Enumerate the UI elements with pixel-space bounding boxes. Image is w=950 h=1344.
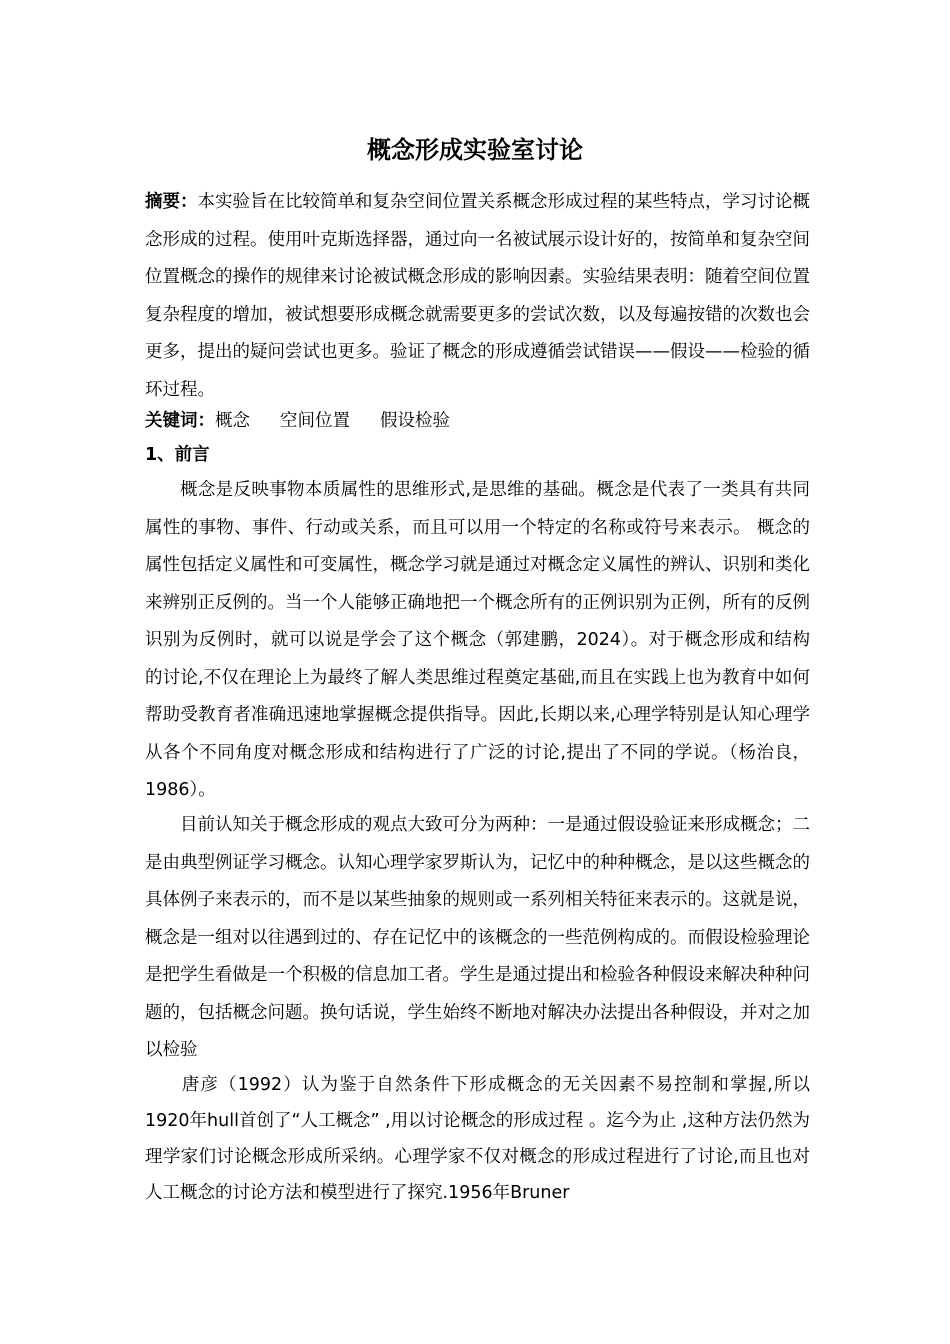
- paragraph: 目前认知关于概念形成的观点大致可分为两种：一是通过假设验证来形成概念；二是由典型例证学习概念。认知心理学家罗斯认为，记忆中的种种概念，是以这些概念的具体例子来表示的，而不是以某些抽象的规则或一系列相关特征来表示的。这就是说，概念是一组对以往遇到过的、存在记忆中的该概念的一些范例构成的。而假设检验理论是把学生看做是一个积极的信息加工者。学生是通过提出和检验各种假设来解决种种问题的，包括概念问题。换句话说，学生始终不断地对解决办法提出各种假设，并对之加以检验: [145, 815, 810, 1060]
- paper-title: 概念形成实验室讨论: [367, 136, 583, 164]
- paragraph: 概念是反映事物本质属性的思维形式,是思维的基础。概念是代表了一类具有共同属性的事物、事件、行动或关系，而且可以用一个特定的名称或符号来表示。 概念的属性包括定义属性和可变属性，概念学习就是通过对概念定义属性的辨认、识别和类化来辨别正反例的。当一个人能够正确地把一个概念所有的正例识别为正例，所有的反例识别为反例时，就可以说是学会了这个概念（郭建鹏，2024）。对于概念形成和结构的讨论,不仅在理论上为最终了解人类思维过程奠定基础,而且在实践上也为教育中如何帮助受教育者准确迅速地掌握概念提供指导。因此,长期以来,心理学特别是认知心理学从各个不同角度对概念形成和结构进行了广泛的讨论,提出了不同的学说。（杨治良，1986）。: [145, 480, 810, 800]
- abstract-label: 摘要：: [145, 192, 198, 212]
- keyword-item: 空间位置: [280, 411, 350, 431]
- section-heading: 1、前言: [145, 445, 210, 465]
- keyword-item: 概念: [215, 411, 250, 431]
- paragraph: 唐彦（1992）认为鉴于自然条件下形成概念的无关因素不易控制和掌握,所以1920年hull首创了“人工概念” ,用以讨论概念的形成过程 。迄今为止 ,这种方法仍然为理学家们讨论概念形成所采纳。心理学家不仅对概念的形成过程进行了讨论,而且也对人工概念的讨论方法和模型进行了探究.1956年Bruner: [145, 1075, 810, 1203]
- keywords: [145, 406, 810, 436]
- abstract-text: 本实验旨在比较简单和复杂空间位置关系概念形成过程的某些特点，学习讨论概念形成的过程。使用叶克斯选择器，通过向一名被试展示设计好的，按简单和复杂空间位置概念的操作的规律来讨论被试概念形成的影响因素。实验结果表明：随着空间位置复杂程度的增加，被试想要形成概念就需要更多的尝试次数，以及每遍按错的次数也会更多，提出的疑问尝试也更多。验证了概念的形成遵循尝试错误——假设——检验的循环过程。: [145, 192, 810, 400]
- keyword-item: 假设检验: [380, 411, 450, 431]
- abstract: [145, 184, 810, 409]
- keywords-label: 关键词：: [145, 411, 215, 431]
